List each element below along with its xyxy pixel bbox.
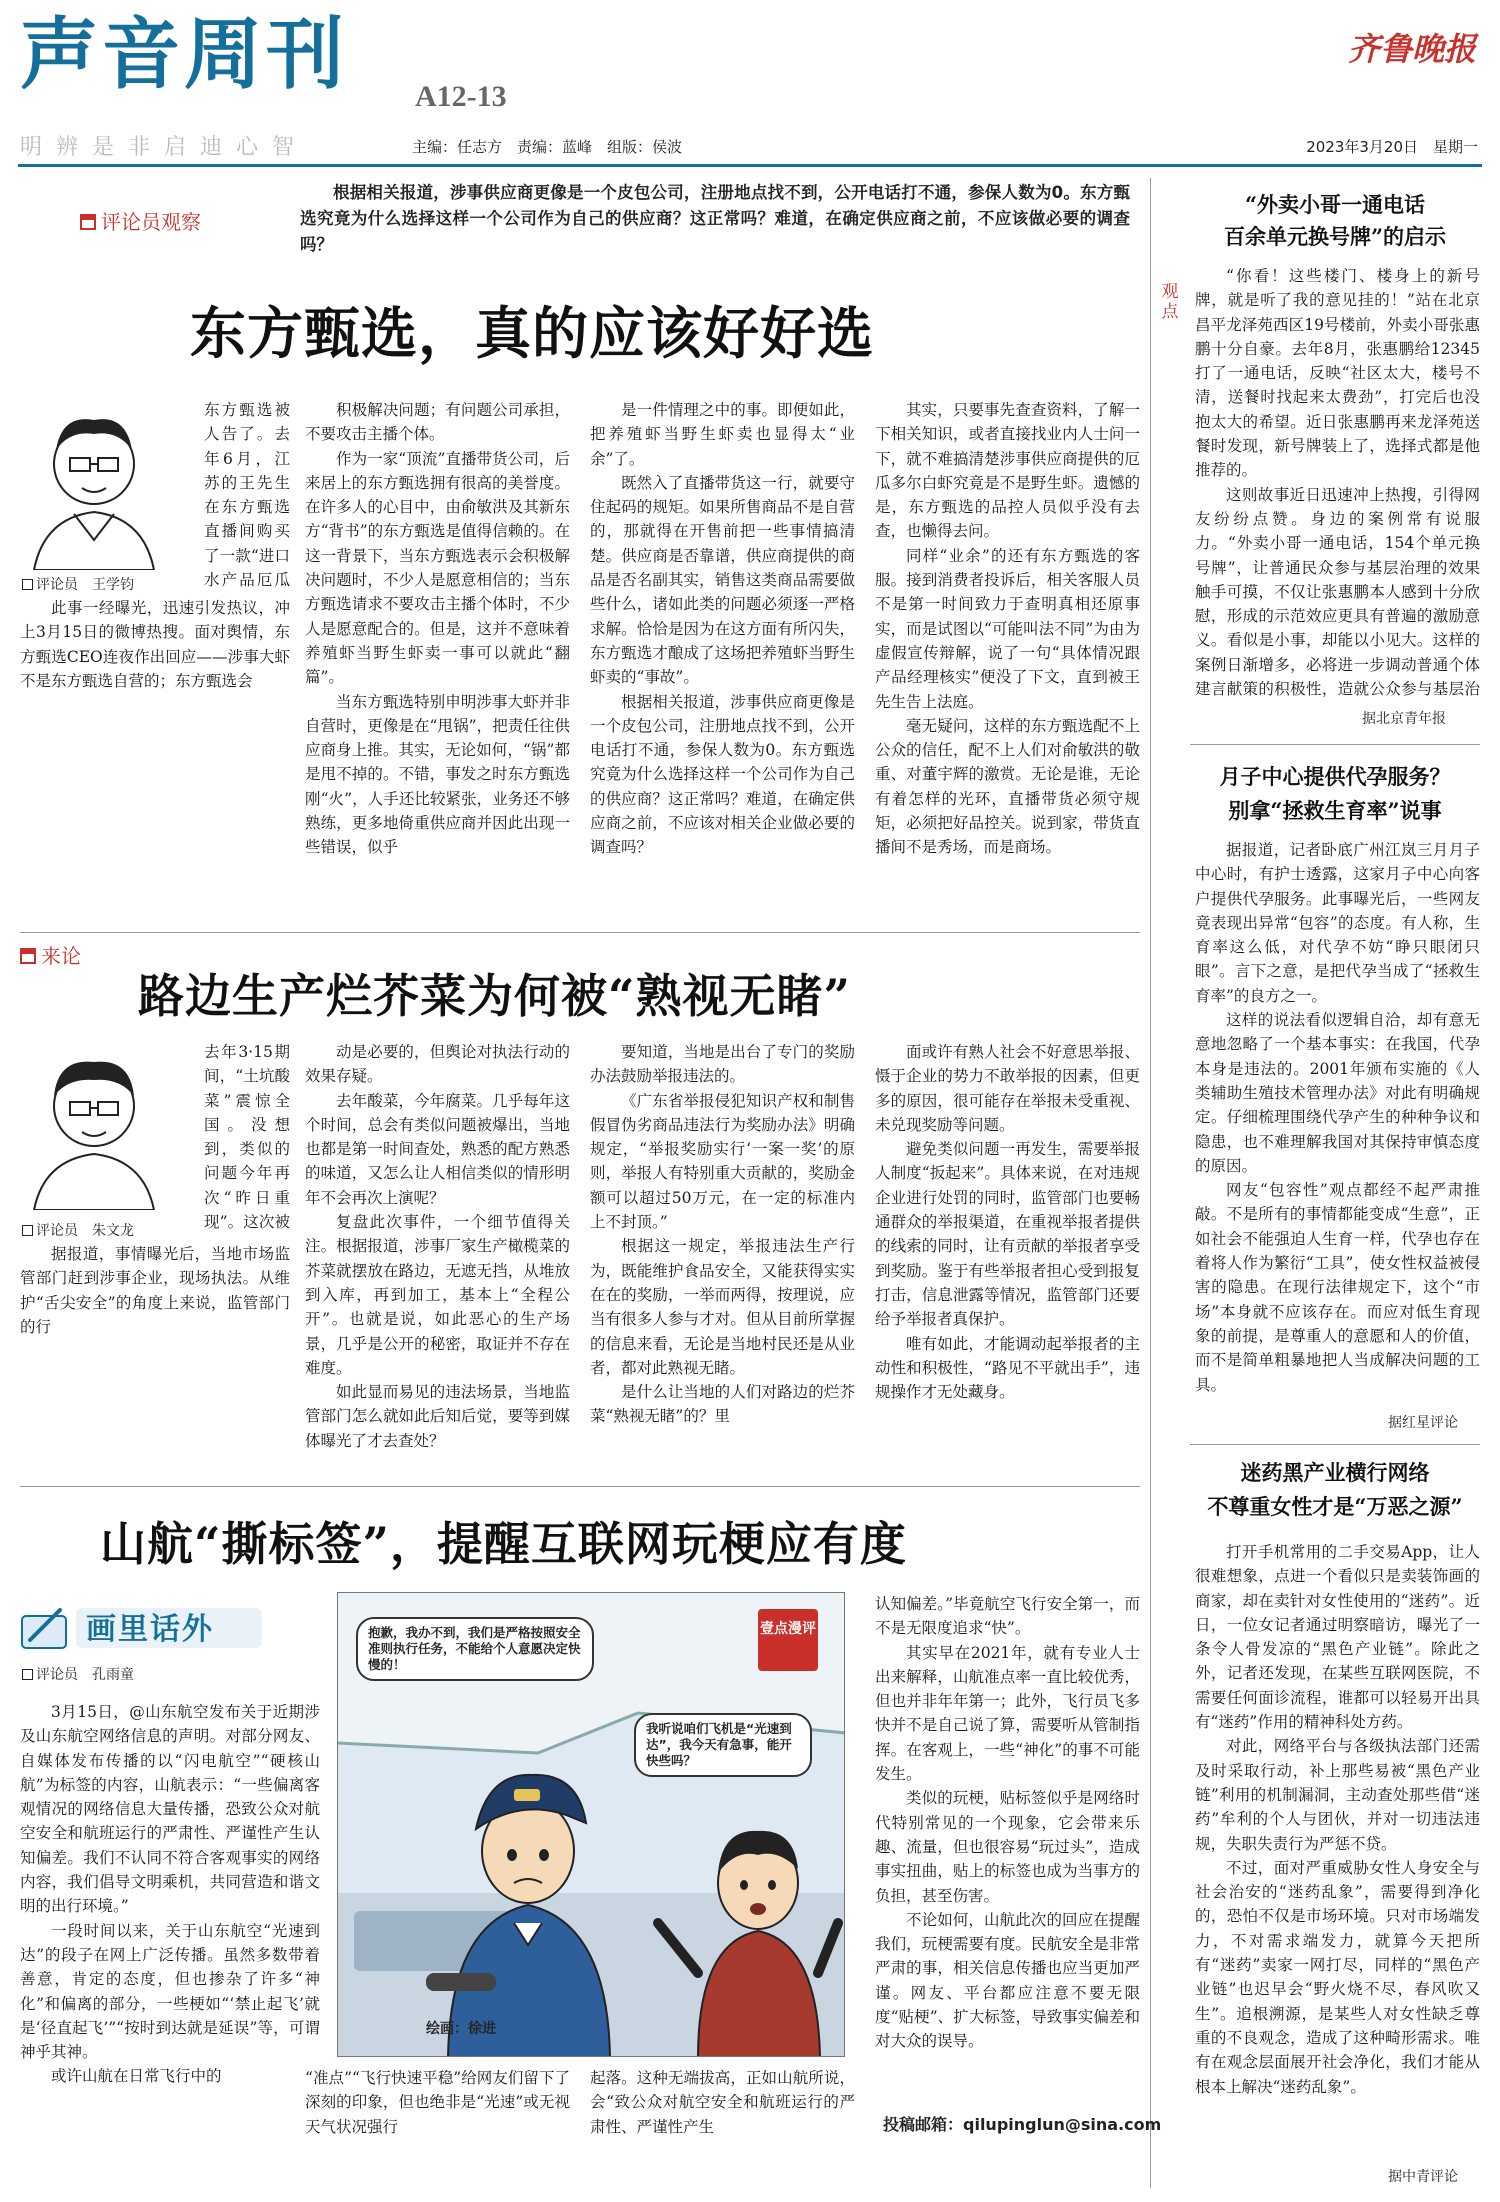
paragraph: 是一件情理之中的事。即便如此，把养殖虾当野生虾卖也显得太“业余”了。 <box>590 401 855 468</box>
article3-col2: “准点”“飞行快速平稳”给网友们留下了深刻的印象，但也绝非是“光速”或无视天气状况强行 <box>305 2069 570 2136</box>
paragraph: 3月15日，@山东航空发布关于近期涉及山东航空网络信息的声明。对部分网友、自媒体发布传播的以“闪电航空”“硬核山航”为标签的内容，山航表示：“一些偏离客观情况的网络信息大量传播，恐致公众对航空安全和航班运行的严肃性、严谨性产生认知偏差。我们不认同不符合客观事实的网络内容，我们倡导文明乘机，共同营造和谐文明的出行环境。” <box>20 1703 320 1916</box>
article2-col2 <box>305 1040 570 1470</box>
paragraph: 是什么让当地的人们对路边的烂芥菜“熟视无睹”的？里 <box>590 1383 855 1426</box>
article2-author: 评论员 朱文龙 <box>22 1220 134 1240</box>
article1-col3 <box>590 398 855 916</box>
paragraph: 打开手机常用的二手交易App，让人很难想象，点进一个看似只是卖装饰画的商家，却在卖针对女性使用的“迷药”。近日，一位女记者通过明察暗访，曝光了一条令人骨发凉的“黑色产业链”。除此之外，记者还发现，在某些互联网医院，不需要任何面诊流程，谁都可以轻易开出具有“迷药”作用的精神科处方药。 <box>1195 1543 1480 1732</box>
tag-icon <box>20 948 36 964</box>
author-box-icon <box>22 1669 33 1680</box>
paragraph: 《广东省举报侵犯知识产权和制售假冒伪劣商品违法行为奖励办法》明确规定，“举报奖励实行‘一案一奖’的原则，举报人有特别重大贡献的，奖励金额可以超过50万元，在一定的标准内上不封顶。” <box>590 1091 855 1232</box>
submission-email[interactable]: 投稿邮箱：qilupinglun@sina.com <box>883 2115 1162 2134</box>
article2-col1-body: 据报道，事情曝光后，当地市场监管部门赶到涉事企业，现场执法。从维护“舌尖安全”的角度上来说，监管部门的行 <box>20 1245 290 1336</box>
cartoon-bubble-pilot: 抱歉，我办不到，我们是严格按照安全准则执行任务，不能给个人意愿决定快慢的！ <box>356 1617 594 1681</box>
author-box-icon <box>22 579 33 590</box>
article2-divider <box>20 1486 1140 1487</box>
page-number: A12-13 <box>415 80 507 113</box>
paragraph: “你看！这些楼门、楼身上的新号牌，就是听了我的意见挂的！”站在北京昌平龙泽苑西区19号楼前，外卖小哥张惠鹏十分自豪。去年8月，张惠鹏给12345打了一通电话，反映“社区太大，楼号不清，送餐时找起来太费劲”，打完后也没抱太大的希望。近日张惠鹏再来龙泽苑送餐时发现，新号牌装上了，选择式都是他推荐的。 <box>1195 267 1480 480</box>
article1-author: 评论员 王学钧 <box>22 574 134 594</box>
masthead-slogan: 明辨是非启迪心智 <box>20 135 309 160</box>
column-name: 画里话外 <box>86 1612 214 1647</box>
article1-divider <box>20 932 1140 933</box>
paragraph: 根据相关报道，涉事供应商更像是一个皮包公司，注册地点找不到，公开电话打不通，参保人数为0。东方甄选究竟为什么选择这样一个公司作为自己的供应商？这正常吗？难道，在确定供应商之前，不应该对相关企业做必要的调查吗？ <box>590 692 855 857</box>
sidebar1-head2: 百余单元换号牌”的启示 <box>1223 224 1447 249</box>
sidebar1-source: 据北京青年报 <box>1362 711 1446 727</box>
article3-col1 <box>20 1700 320 2188</box>
paragraph: 类似的玩梗，贴标签似乎是网络时代特别常见的一个现象，它会带来乐趣、流量，但也很容易“玩过头”，造成事实扭曲，贴上的标签也成为当事方的负担，甚至伤害。 <box>875 1789 1140 1905</box>
article1-headline: 东方甄选，真的应该好好选 <box>190 301 874 367</box>
paragraph: 要知道，当地是出台了专门的奖励办法鼓励举报违法的。 <box>590 1043 855 1086</box>
paragraph: 面或许有熟人社会不好意思举报、慑于企业的势力不敢举报的因素，但更多的原因，很可能存在举报未受重视、未兑现奖励等问题。 <box>875 1043 1140 1134</box>
paragraph: 其实，只要事先查查资料，了解一下相关知识，或者直接找业内人士问一下，就不难搞清楚涉事供应商提供的厄瓜多尔白虾究竟是不是野生虾。遗憾的是，东方甄选的品控人员似乎没有去查，也懒得去问。 <box>875 401 1140 541</box>
paragraph: 这则故事近日迅速冲上热搜，引得网友纷纷点赞。身边的案例常有说服力。“外卖小哥一通电话，154个单元换号牌”，让普通民众参与基层治理的效果触手可摸，不仅让张惠鹏本人感到十分欣慰，形成的示范效应更具有普遍的激励意义。看似是小事，却能以小见大。这样的案例日渐增多，必将进一步调动普通个体建言献策的积极性，造就公众参与基层治 <box>1195 485 1480 699</box>
newspaper-logo: 齐鲁晚报 <box>1347 30 1476 68</box>
paragraph: 动是必要的，但舆论对执法行动的效果存疑。 <box>305 1043 570 1086</box>
sidebar-divider-2 <box>1190 1444 1480 1445</box>
article1-col1-body: 此事一经曝光，迅速引发热议，冲上3月15日的微博热搜。面对舆情，东方甄选CEO连夜作出回应——涉事大虾不是东方甄选自营的；东方甄选会 <box>20 599 290 690</box>
portrait-zhu-icon <box>22 1040 167 1210</box>
article2-headline: 路边生产烂芥菜为何被“熟视无睹” <box>138 969 851 1023</box>
sidebar3-head2: 不尊重女性才是“万恶之源” <box>1207 1494 1463 1519</box>
paragraph: 一段时间以来，关于山东航空“光速到达”的段子在网上广泛传播。虽然多数带着善意，肯定的态度，但也掺杂了许多“神化”和偏离的部分，一些梗如“‘禁止起飞’就是‘径直起飞’”“按时到达就是延误”等，可谓神乎其神。 <box>20 1921 320 2062</box>
paragraph: 根据这一规定，举报违法生产行为，既能维护食品安全，又能获得实实在在的奖励，一举而两得，按理说，应当有很多人参与才对。但从目前所掌握的信息来看，无论是当地村民还是从业者，都对此熟视无睹。 <box>590 1237 855 1377</box>
sidebar2-source: 据红星评论 <box>1388 1415 1458 1431</box>
paragraph: 据报道，记者卧底广州江岚三月月子中心时，有护士透露，这家月子中心向客户提供代孕服务。此事曝光后，一些网友竟表现出异常“包容”的态度。有人称，生育率这么低，对代孕不妨“睁只眼闭只眼”。言下之意，是把代孕当成了“拯救生育率”的良方之一。 <box>1195 841 1480 1005</box>
article1-intro-narrow: 东方甄选被人告了。去年6月，江苏的王先生在东方甄选直播间购买了一款“进口水产品厄瓜 <box>204 401 290 590</box>
author-box-icon <box>22 1225 33 1236</box>
sidebar1-text <box>1195 264 1480 700</box>
sidebar3-head1: 迷药黑产业横行网络 <box>1240 1460 1430 1485</box>
paragraph: 当东方甄选特别申明涉事大虾并非自营时，更像是在“甩锅”，把责任往供应商身上推。其实，无论如何，“锅”都是甩不掉的。不错，事发之时东方甄选刚“火”，人手还比较紧张，业务还不够熟练，更多地倚重供应商并因此出现一些错误，似乎 <box>305 692 570 857</box>
issue-date: 2023年3月20日 星期一 <box>1306 138 1478 156</box>
paragraph: 积极解决问题；有问题公司承担，不要攻击主播个体。 <box>305 401 570 444</box>
masthead-rule <box>18 164 1482 167</box>
paragraph: 毫无疑问，这样的东方甄选配不上公众的信任，配不上人们对俞敏洪的敬重、对董宇辉的激赏。无论是谁，无论有着怎样的光环，直播带货必须守规矩，必须把好品控关。说到家，带货直播间不是秀场，而是商场。 <box>875 716 1140 857</box>
paragraph: 作为一家“顶流”直播带货公司，后来居上的东方甄选拥有很高的美誉度。在许多人的心目中，由俞敏洪及其新东方“背书”的东方甄选是值得信赖的。在这一背景下，当东方甄选表示会积极解决问题时，不少人是愿意相信的；当东方甄选请求不要攻击主播个体时，不少人是愿意配合的。但是，这并不意味着养殖虾当野生虾卖一事可以就此“翻篇”。 <box>305 449 570 687</box>
paragraph: 同样“业余”的还有东方甄选的客服。接到消费者投诉后，相关客服人员不是第一时间致力于查明真相还原事实，而是试图以“可能叫法不同”为由为虚假宣传辩解，说了一句“具体情况跟产品经理核实”便没了下文，直到被王先生告上法庭。 <box>875 546 1140 711</box>
sidebar-divider <box>1150 178 1151 2188</box>
paragraph: 其实早在2021年，就有专业人士出来解释，山航准点率一直比较优秀，但也并非年年第一；此外，飞行员飞多快并不是自己说了算，需要听从管制指挥。在客观上，一些“神化”的事不可能发生。 <box>875 1643 1140 1784</box>
article2-intro-narrow: 去年3·15期间，“土坑酸菜”震惊全国。没想到，类似的问题今年再次“昨日重现”。这次被 <box>204 1043 290 1232</box>
sidebar3-source: 据中青评论 <box>1388 2169 1458 2185</box>
cartoon-credit: 绘画：徐进 <box>426 2021 496 2037</box>
sidebar-tag: 观点 <box>1161 282 1179 322</box>
paragraph: 如此显而易见的违法场景，当地监管部门怎么就如此后知后觉，要等到媒体曝光了才去查处？ <box>305 1383 570 1450</box>
sidebar2-text <box>1195 838 1480 1406</box>
paragraph: 复盘此次事件，一个细节值得关注。根据报道，涉事厂家生产橄榄菜的芥菜就摆放在路边，无遮无挡，从堆放到入库，再到加工，基本上“全程公开”。也就是说，如此恶心的生产场景，几乎是公开的秘密，取证并不存在难度。 <box>305 1213 570 1377</box>
paragraph: 对此，网络平台与各级执法部门还需及时采取行动，补上那些易被“黑色产业链”利用的机制漏洞，主动查处那些借“迷药”牟利的个人与团伙，并对一切违法违规，失职失责行为严惩不贷。 <box>1195 1737 1480 1853</box>
paragraph: 网友“包容性”观点都经不起严肃推敲。不是所有的事情都能变成“生意”，正如社会不能强迫人生育一样，代孕也存在着将人作为繁衍“工具”，使女性权益被侵害的隐患。在现行法律规定下，这个“市场”本身就不应该存在。而应对低生育现象的前提，是尊重人的意愿和人的价值，而不是简单粗暴地把人当成解决问题的工具。 <box>1195 1181 1480 1394</box>
tag-commentator: 评论员观察 <box>80 206 201 235</box>
cartoon-badge: 壹点漫评 <box>758 1609 818 1671</box>
paragraph: 唯有如此，才能调动起举报者的主动性和积极性，“路见不平就出手”，违规操作才无处藏身。 <box>875 1334 1140 1402</box>
paragraph: 去年酸菜，今年腐菜。几乎每年这个时间，总会有类似问题被爆出，当地也都是第一时间查处，熟悉的配方熟悉的味道，又怎么让人相信类似的情形明年不会再次上演呢？ <box>305 1091 570 1207</box>
article3-col3: 起落。这种无端拔高，正如山航所说，会“致公众对航空安全和航班运行的严肃性、严谨性产生 <box>590 2069 855 2136</box>
paragraph: 避免类似问题一再发生，需要举报人制度“扳起来”。具体来说，在对违规企业进行处罚的同时，监管部门也要畅通群众的举报渠道，在重视举报者提供的线索的同时，让有贡献的举报者享受到奖励。鉴于有些举报者担心受到报复打击，信息泄露等情况，监管部门还要给予举报者真保护。 <box>875 1140 1140 1329</box>
tag-laitun: 来论 <box>20 940 81 969</box>
sidebar1-head1: “外卖小哥一通电话 <box>1244 192 1426 217</box>
article2-col3 <box>590 1040 855 1470</box>
article3-author: 评论员 孔雨童 <box>22 1664 134 1684</box>
paragraph: 或许山航在日常飞行中的 <box>51 2067 222 2086</box>
article1-col4 <box>875 398 1140 916</box>
masthead-title: 声音周刊 <box>20 10 349 100</box>
article3-headline: 山航“撕标签”，提醒互联网玩梗应有度 <box>100 1517 907 1571</box>
paragraph: 认知偏差。”毕竟航空飞行安全第一，而不是无限度追求“快”。 <box>875 1595 1140 1638</box>
paragraph: 这样的说法看似逻辑自洽，却有意无意地忽略了一个基本事实：在我国，代孕本身是违法的。2001年颁布实施的《人类辅助生殖技术管理办法》对此有明确规定。仔细梳理围绕代孕产生的种种争议和隐患，也不难理解我国对其保持审慎态度的原因。 <box>1195 1011 1480 1175</box>
article3-col4 <box>875 1592 1140 2102</box>
lede-abstract: 根据相关报道，涉事供应商更像是一个皮包公司，注册地点找不到，公开电话打不通，参保人数为0。东方甄选究竟为什么选择这样一个公司作为自己的供应商？这正常吗？难道，在确定供应商之前，不应该做必要的调查吗？ <box>300 183 1130 254</box>
portrait-wang-icon <box>22 400 167 570</box>
paragraph: 不论如何，山航此次的回应在提醒我们，玩梗需要有度。民航安全是非常严肃的事，相关信息传播也应当更加严谨。网友、平台都应注意不要无限度“贴梗”、扩大标签，导致事实偏差和对大众的误导。 <box>875 1910 1140 2051</box>
paragraph: 不过，面对严重威胁女性人身安全与社会治安的“迷药乱象”，需要得到净化的，恐怕不仅是市场环境。只对市场端发力，不对需求端发力，就算今天把所有“迷药”卖家一网打尽，同样的“黑色产业链”也迟早会“野火烧不尽，春风吹又生”。追根溯源，是某些人对女性缺乏尊重的不良观念，造成了这种畸形需求。唯有在观念层面展开社会净化，我们才能从根本上解决“迷药乱象”。 <box>1195 1858 1480 2096</box>
sidebar2-head2: 别拿“拯救生育率”说事 <box>1228 798 1442 823</box>
article2-col4 <box>875 1040 1140 1470</box>
cartoon-bubble-passenger: 我听说咱们飞机是“光速到达”，我今天有急事，能开快些吗？ <box>634 1713 812 1777</box>
article1-col2 <box>305 398 570 916</box>
sidebar3-text <box>1195 1540 1480 2160</box>
editorial-cartoon <box>337 1592 845 2057</box>
tag-icon <box>80 214 96 230</box>
paragraph: 既然入了直播带货这一行，就要守住起码的规矩。如果所售商品不是自营的，那就得在开售前把一些事情搞清楚。供应商是否靠谱，供应商提供的商品是否名副其实，销售这类商品需要做些什么，诸如此类的问题必须逐一严格求解。恰恰是因为在这方面有所闪失，东方甄选才酿成了这场把养殖虾当野生虾卖的“事故”。 <box>590 473 855 687</box>
editor-credits: 主编：任志方 责编：蓝峰 组版：侯波 <box>412 138 683 156</box>
sidebar2-head1: 月子中心提供代孕服务？ <box>1219 764 1451 789</box>
sidebar-divider-1 <box>1190 744 1480 745</box>
